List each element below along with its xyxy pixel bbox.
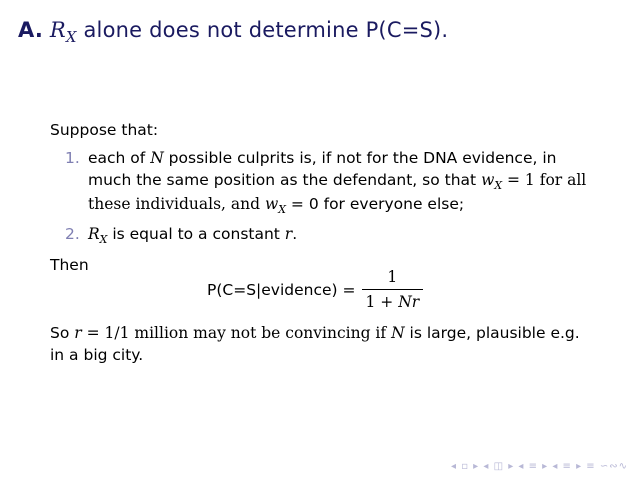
title-variable-subscript: X: [65, 29, 77, 46]
math-subscript: X: [494, 179, 503, 192]
list-item-number: 2.: [65, 225, 80, 243]
text-run: is equal to a constant: [107, 225, 285, 243]
math-variable: r: [284, 225, 293, 243]
list-item: [50, 223, 600, 247]
text-run: = 0 for everyone else;: [285, 195, 465, 213]
slide-title: [18, 18, 449, 46]
math-subscript: X: [99, 233, 108, 246]
fraction-denominator: [362, 289, 424, 311]
text-run: possible culprits is, if not for the DNA evidence, in much the same position as the defendant, so that: [88, 149, 557, 189]
text-run: = 1/1 million may not be convincing if: [81, 324, 392, 342]
math-variable: R: [88, 225, 100, 243]
list-item: [50, 147, 600, 217]
intro-text: Suppose that:: [50, 121, 159, 139]
denominator-variable: Nr: [398, 293, 420, 311]
title-variable: R: [49, 18, 66, 42]
assumption-list: [50, 147, 600, 253]
title-text: alone does not determine P(C=S).: [76, 18, 449, 42]
math-variable: N: [391, 324, 405, 342]
formula-lhs: P(C=S|evidence) =: [207, 280, 356, 299]
fraction-numerator: 1: [387, 268, 398, 286]
text-run: is large, plausible e.g. in a big city.: [50, 324, 580, 364]
math-variable: w: [264, 195, 279, 213]
text-run: each of: [88, 149, 151, 167]
text-run: = 1 for all these individuals, and: [88, 171, 587, 213]
title-label: A.: [18, 18, 44, 42]
conclusion-text: [50, 322, 590, 366]
math-variable: N: [150, 149, 164, 167]
math-variable: r: [74, 324, 82, 342]
math-variable: w: [481, 171, 495, 189]
probability-formula: [207, 268, 423, 311]
beamer-navigation-bar[interactable]: ◂ ▫ ▸ ◂ ◫ ▸ ◂ ≡ ▸ ◂ ≡ ▸ ≡ ∽∾∿: [451, 461, 628, 472]
fraction: [362, 268, 424, 311]
math-subscript: X: [278, 203, 286, 216]
text-run: .: [292, 225, 298, 243]
list-item-number: 1.: [65, 149, 80, 167]
then-text: Then: [50, 256, 89, 274]
denominator-constant: 1 +: [365, 293, 399, 311]
text-run: So: [50, 324, 75, 342]
